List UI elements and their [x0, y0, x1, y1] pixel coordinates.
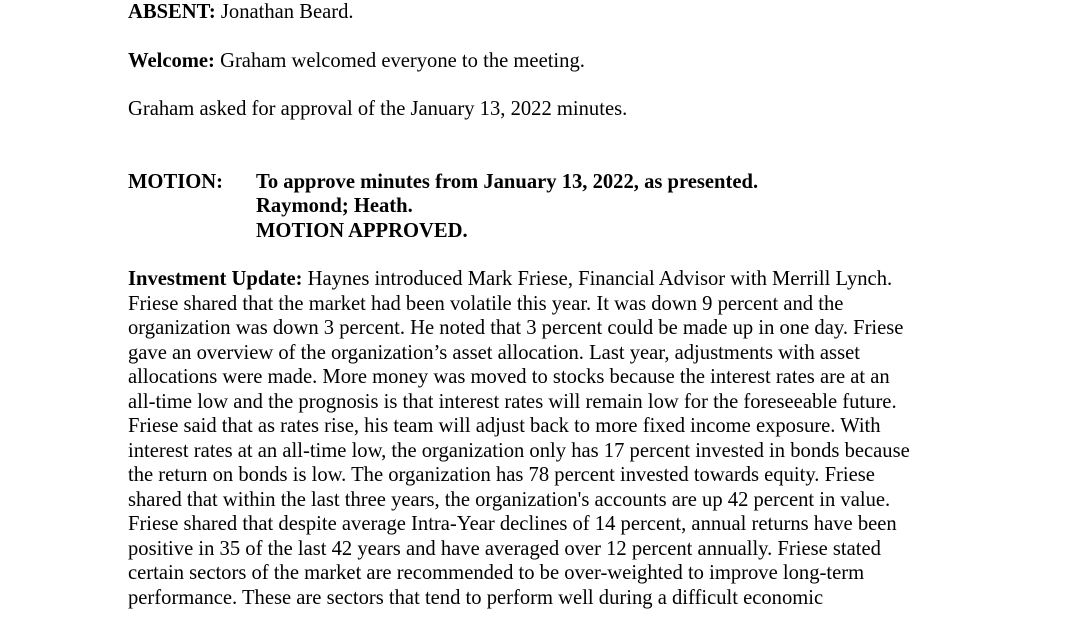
document-page: [128, 0, 958, 610]
welcome-paragraph: [128, 49, 958, 74]
motion-result: MOTION APPROVED.: [256, 219, 468, 242]
investment-line: performance. These are sectors that tend to perform well during a difficult economic: [128, 586, 824, 609]
investment-line: shared that within the last three years, the organization's accounts are up 42 percent in value.: [128, 488, 891, 511]
motion-label: MOTION:: [128, 170, 223, 193]
investment-line: Friese said that as rates rise, his team will adjust back to more fixed income exposure. With: [128, 415, 881, 437]
approval-request: Graham asked for approval of the January 13, 2022 minutes.: [128, 98, 628, 120]
investment-update-paragraph: [128, 267, 958, 610]
investment-line: interest rates at an all-time low, the organization only has 17 percent invested in bonds because: [128, 439, 910, 462]
absent-paragraph: [128, 0, 958, 25]
investment-line: gave an overview of the organization’s asset allocation. Last year, adjustments with asset: [128, 341, 860, 364]
investment-line: certain sectors of the market are recommended to be over-weighted to improve long-term: [128, 562, 865, 584]
absent-text: Jonathan Beard.: [215, 1, 354, 23]
investment-line: Friese shared that despite average Intra-Year declines of 14 percent, annual returns have been: [128, 513, 897, 535]
absent-label: ABSENT:: [128, 1, 216, 23]
motion-movers: Raymond; Heath.: [256, 195, 413, 217]
investment-line: positive in 35 of the last 42 years and have averaged over 12 percent annually. Friese stated: [128, 537, 881, 560]
motion-block: [128, 170, 958, 244]
investment-line: all-time low and the prognosis is that interest rates will remain low for the foreseeable future.: [128, 390, 897, 413]
investment-line: the return on bonds is low. The organization has 78 percent invested towards equity. Friese: [128, 464, 875, 486]
investment-line: Friese shared that the market had been volatile this year. It was down 9 percent and the: [128, 292, 844, 315]
investment-update-label: Investment Update:: [128, 268, 303, 290]
welcome-label: Welcome:: [128, 49, 215, 72]
investment-line: allocations were made. More money was moved to stocks because the interest rates are at an: [128, 366, 890, 388]
motion-text: To approve minutes from January 13, 2022, as presented.: [256, 170, 759, 193]
investment-line: Investment Update: Haynes introduced Mark Friese, Financial Advisor with Merrill Lynch.: [128, 268, 893, 290]
investment-line: organization was down 3 percent. He noted that 3 percent could be made up in one day. Friese: [128, 317, 904, 339]
welcome-text: Graham welcomed everyone to the meeting.: [214, 49, 585, 72]
motion-lines: [256, 170, 758, 244]
